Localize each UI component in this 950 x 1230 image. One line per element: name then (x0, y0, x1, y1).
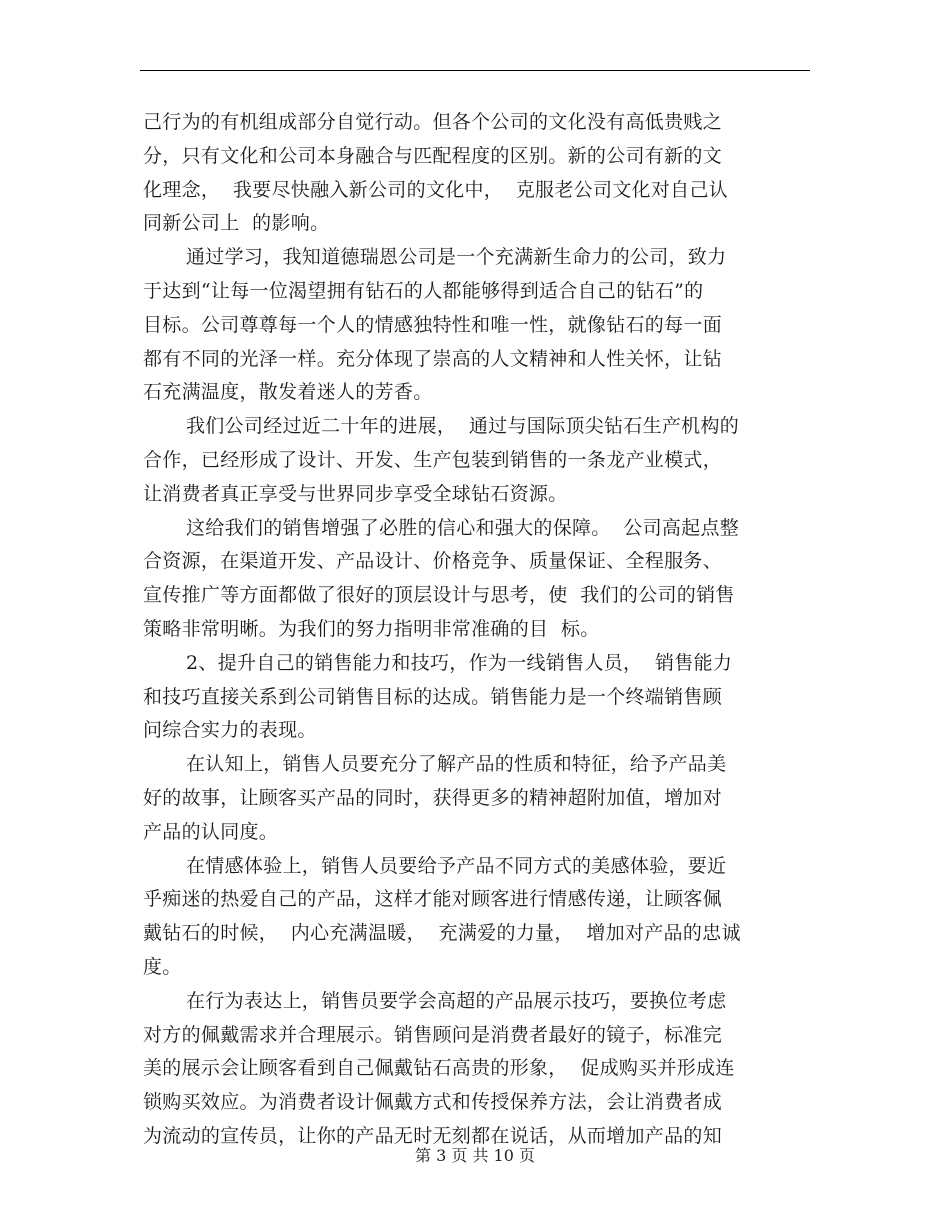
text-line: 在情感体验上，销售人员要给予产品不同方式的美感体验，要近 (186, 854, 727, 877)
header-rule (140, 70, 810, 71)
text-line: 对方的佩戴需求并合理展示。销售顾问是消费者最好的镜子，标准完 (143, 1023, 723, 1046)
text-line: 目标。公司尊尊每一个人的情感独特性和唯一性，就像钻石的每一面 (143, 313, 723, 336)
paragraph (143, 748, 815, 849)
paragraph (143, 410, 815, 511)
text-line: 锁购买效应。为消费者设计佩戴方式和传授保养方法，会让消费者成 (143, 1091, 723, 1114)
text-line: 让消费者真正享受与世界同步享受全球钻石资源。 (143, 482, 568, 505)
text-line: 策略非常明晰。为我们的努力指明非常准确的目 标。 (143, 617, 600, 640)
paragraph (143, 985, 815, 1154)
text-line: 为流动的宣传员，让你的产品无时无刻都在说话，从而增加产品的知 (143, 1124, 723, 1147)
text-line: 通过学习，我知道德瑞恩公司是一个充满新生命力的公司，致力 (186, 246, 727, 269)
text-line: 于达到“让每一位渴望拥有钻石的人都能够得到适合自己的钻石”的 (143, 279, 704, 302)
paragraph (143, 850, 815, 985)
text-line: 己行为的有机组成部分自觉行动。但各个公司的文化没有高低贵贱之 (143, 111, 723, 133)
text-line: 化理念， 我要尽快融入新公司的文化中， 克服老公司文化对自己认 (143, 178, 729, 201)
text-line: 戴钻石的时候， 内心充满温暖， 充满爱的力量， 增加对产品的忠诚 (143, 922, 741, 945)
text-line: 乎痴迷的热爱自己的产品，这样才能对顾客进行情感传递，让顾客佩 (143, 888, 723, 911)
paragraph (143, 106, 815, 241)
text-line: 分，只有文化和公司本身融合与匹配程度的区别。新的公司有新的文 (143, 144, 723, 167)
text-line: 度。 (143, 955, 182, 978)
text-line: 这给我们的销售增强了必胜的信心和强大的保障。 公司高起点整 (186, 516, 740, 539)
paragraph (143, 512, 815, 647)
body-text (143, 106, 815, 1154)
text-line: 好的故事，让顾客买产品的同时，获得更多的精神超附加值，增加对 (143, 786, 723, 809)
text-line: 在认知上，销售人员要充分了解产品的性质和特征，给予产品美 (186, 753, 727, 776)
text-line: 和技巧直接关系到公司销售目标的达成。销售能力是一个终端销售顾 (143, 685, 723, 708)
text-line: 石充满温度，散发着迷人的芳香。 (143, 381, 433, 404)
text-line: 美的展示会让顾客看到自己佩戴钻石高贵的形象， 促成购买并形成连 (143, 1057, 735, 1080)
text-line: 2、提升自己的销售能力和技巧，作为一线销售人员， 销售能力 (186, 651, 733, 674)
text-line: 合作，已经形成了设计、开发、生产包装到销售的一条龙产业模式， (143, 448, 723, 471)
text-line: 合资源，在渠道开发、产品设计、价格竞争、质量保证、全程服务、 (143, 550, 723, 573)
page-footer: 第 3 页 共 10 页 (415, 1146, 535, 1165)
text-line: 同新公司上 的影响。 (143, 212, 330, 235)
text-line: 问综合实力的表现。 (143, 719, 317, 742)
text-line: 产品的认同度。 (143, 820, 279, 843)
text-line: 宣传推广等方面都做了很好的顶层设计与思考，使 我们的公司的销售 (143, 584, 735, 607)
paragraph (143, 241, 815, 410)
text-line: 我们公司经过近二十年的进展， 通过与国际顶尖钻石生产机构的 (186, 415, 740, 438)
paragraph (143, 647, 815, 748)
text-line: 在行为表达上，销售员要学会高超的产品展示技巧，要换位考虑 (186, 989, 727, 1012)
text-line: 都有不同的光泽一样。充分体现了崇高的人文精神和人性关怀，让钻 (143, 347, 723, 370)
